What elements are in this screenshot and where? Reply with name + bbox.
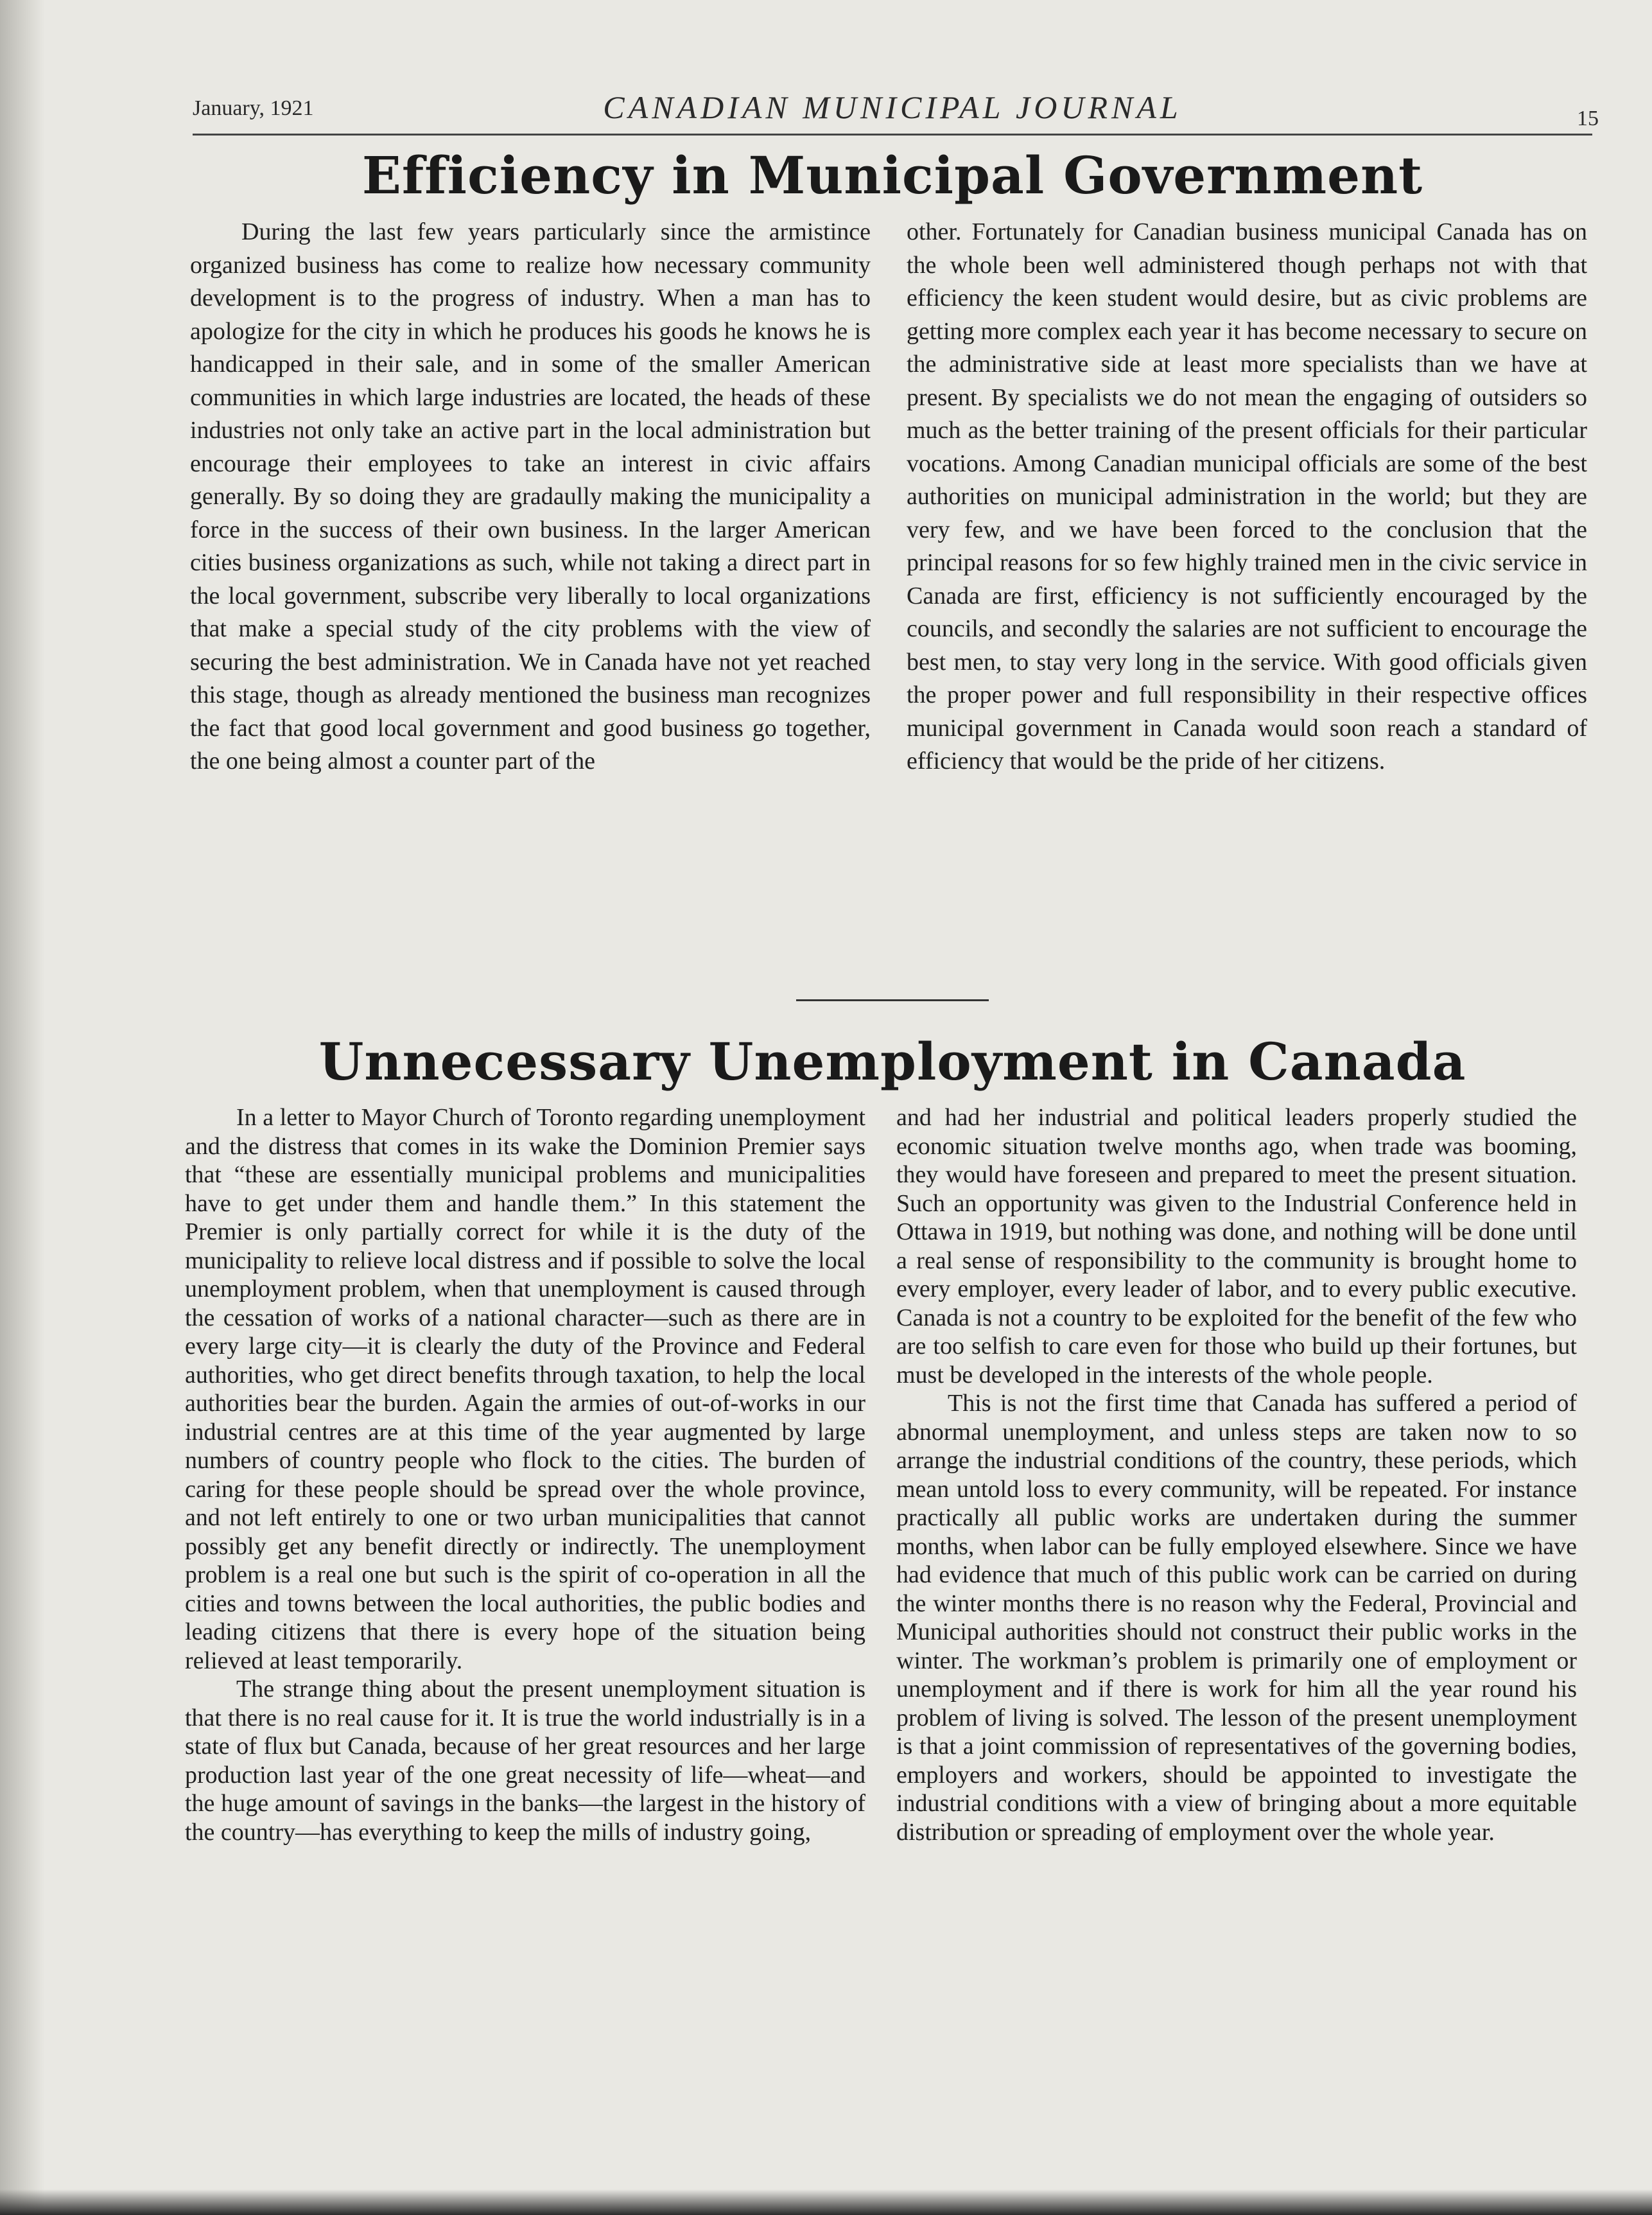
article2-column-right [896, 1103, 1577, 1846]
header-rule [193, 134, 1592, 136]
article-divider [796, 999, 989, 1001]
article2-paragraph: and had her industrial and political leaders properly studied the economic situation twelve months ago, when trade was booming, they would have foreseen and prepared to meet the present situation. Such an opportunity was given to the Industrial Conference held in Ottawa in 1919, but nothing was done, and nothing will be done until a real sense of responsibility to the community is brought home to every employer, every leader of labor, and to every public executive. Canada is not a country to be exploited for the benefit of the few who are too selfish to care even for those who build up their fortunes, but must be developed in the interests of the whole people. [896, 1104, 1577, 1388]
article2-column-left [185, 1103, 865, 1846]
article2-paragraph: In a letter to Mayor Church of Toronto regarding unemployment and the distress that comes in its wake the Dominion Premier says that “these are essentially municipal problems and municipalities have to get under them and handle them.” In this statement the Premier is only partially correct for while it is the duty of the municipality to relieve local distress and if possible to solve the local unemployment problem, when that unemployment is caused through the cessation of works of a national character—such as there are in every large city—it is clearly the duty of the Province and Federal authorities, who get direct benefits through taxation, to help the local authorities bear the burden. Again the armies of out-of-works in our industrial centres are at this time of the year augmented by large numbers of country people who flock to the cities. The burden of caring for these people should be spread over the whole province, and not left entirely to one or two urban municipalities that cannot possibly get any benefit directly or indirectly. The unemployment problem is a real one but such is the spirit of co-operation in all the cities and towns between the local authorities, the public bodies and leading citizens that there is every hope of the situation being relieved at least temporarily. [185, 1104, 865, 1674]
page-bottom-shadow [0, 2189, 1652, 2215]
issue-date: January, 1921 [193, 96, 314, 120]
article1-column-left [190, 216, 871, 778]
journal-title: CANADIAN MUNICIPAL JOURNAL [603, 89, 1182, 125]
article1-paragraph: During the last few years particularly since the armistince organized business has come to realize how necessary community development is to the progress of industry. When a man has to apologize for the city in which he produces his goods he knows he is handicapped in their sale, and in some of the smaller American communities in which large industries are located, the heads of these industries not only take an active part in the local administration but encourage their employees to take an interest in civic affairs generally. By so doing they are gradaully making the municipality a force in the success of their own business. In the larger American cities business organizations as such, while not taking a direct part in the local government, subscribe very liberally to local organizations that make a special study of the city problems with the view of securing the best administration. We in Canada have not yet reached this stage, though as already mentioned the business man recognizes the fact that good local government and good business go together, the one being almost a counter part of the [190, 218, 871, 775]
page-number: 15 [1577, 107, 1599, 130]
article1-column-right [907, 216, 1587, 778]
book-spine-shadow [0, 0, 45, 2215]
article2-paragraph: This is not the first time that Canada has suffered a period of abnormal unemployment, and unless steps are taken now to so arrange the industrial conditions of the country, these periods, which mean untold loss to every community, will be repeated. For instance practically all public works are undertaken during the summer months, when labor can be fully employed elsewhere. Since we have had evidence that much of this public work can be carried on during the winter months there is no reason why the Federal, Provincial and Municipal authorities should not construct their public works in the winter. The workman’s problem is primarily one of employment or unemployment and if there is work for him all the year round his problem of living is solved. The lesson of the present unemployment is that a joint commission of representatives of the governing bodies, employers and workers, should be appointed to investigate the industrial conditions with a view of bringing about a more equitable distribution or spreading of employment over the whole year. [896, 1390, 1577, 1846]
page-header [193, 82, 1599, 134]
article2-paragraph: The strange thing about the present unemployment situation is that there is no real cause for it. It is true the world industrially is in a state of flux but Canada, because of her great resources and her large production last year of the one great necessity of life—wheat—and the huge amount of savings in the banks—the largest in the history of the country—has everything to keep the mills of industry going, [185, 1676, 865, 1846]
article-title-efficiency: Efficiency in Municipal Government [361, 145, 1423, 206]
article1-paragraph: other. Fortunately for Canadian business municipal Canada has on the whole been well administered though perhaps not with that efficiency the keen student would desire, but as civic problems are getting more complex each year it has become necessary to secure on the administrative side at least more specialists than we have at present. By specialists we do not mean the engaging of outsiders so much as the better training of the present officials for their particular vocations. Among Canadian municipal officials are some of the best authorities on municipal administration in the world; but they are very few, and we have been forced to the conclusion that the principal reasons for so few highly trained men in the civic service in Canada are first, efficiency is not sufficiently encouraged by the councils, and secondly the salaries are not sufficient to encourage the best men, to stay very long in the service. With good officials given the proper power and full responsibility in their respective offices municipal government in Canada would soon reach a standard of efficiency that would be the pride of her citizens. [907, 218, 1587, 775]
article-title-unemployment: Unnecessary Unemployment in Canada [318, 1031, 1466, 1092]
